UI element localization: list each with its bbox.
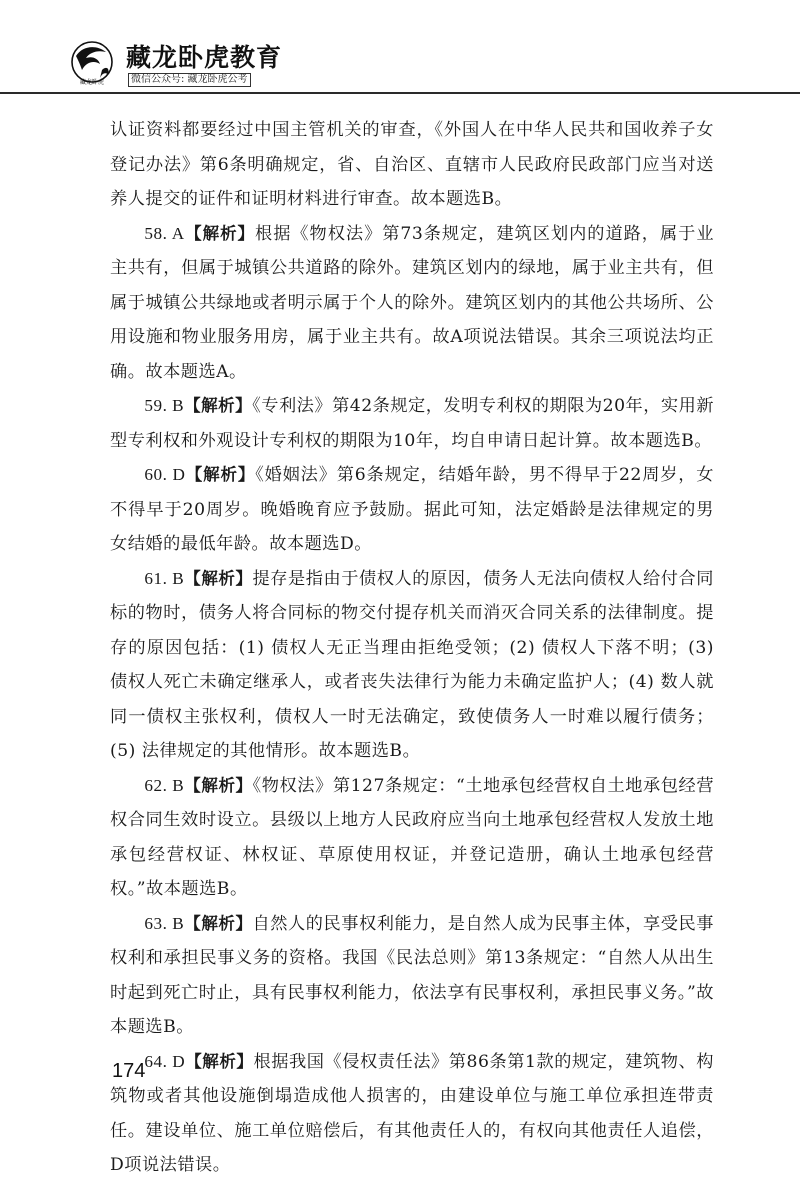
answer-item-59: [110, 389, 714, 458]
analysis-tag: 【解析】: [185, 1051, 254, 1071]
answer-number: 61. B: [144, 568, 185, 588]
analysis-tag: 【解析】: [184, 775, 253, 795]
answer-text: 《专利法》第42条规定，发明专利权的期限为20年，实用新型专利权和外观设计专利权的期限为10年，均自申请日起计算。故本题选B。: [110, 396, 715, 451]
answer-item-62: [110, 769, 714, 907]
answer-number: 59. B: [144, 396, 185, 415]
analysis-tag: 【解析】: [184, 396, 253, 415]
analysis-tag: 【解析】: [185, 465, 256, 484]
answer-explanations: [110, 113, 714, 1183]
intro-paragraph: 认证资料都要经过中国主管机关的审查，《外国人在中华人民共和国收养子女登记办法》第6条明确规定，省、自治区、直辖市人民政府民政部门应当对送养人提交的证件和证明材料进行审查。故本题选B。: [110, 120, 714, 209]
logo-caption: 藏龙卧虎: [79, 79, 105, 86]
answer-item-58: [110, 217, 714, 390]
answer-text: 根据我国《侵权责任法》第86条第1款的规定，建筑物、构筑物或者其他设施倒塌造成他人损害的，由建设单位与施工单位承担连带责任。建设单位、施工单位赔偿后，有其他责任人的，有权向其他责任人追偿，D项说法错误。: [110, 1051, 714, 1175]
analysis-tag: 【解析】: [184, 568, 253, 588]
answer-number: 63. B: [144, 913, 185, 933]
analysis-tag: 【解析】: [184, 223, 256, 243]
page-header: [0, 0, 800, 92]
answer-number: 64. D: [144, 1051, 186, 1071]
brand-title: 藏龙卧虎教育: [126, 43, 283, 72]
analysis-tag: 【解析】: [184, 913, 253, 933]
answer-item-63: [110, 907, 714, 1045]
answer-number: 60. D: [144, 465, 186, 484]
answer-text: 提存是指由于债权人的原因，债务人无法向债权人给付合同标的物时，债务人将合同标的物交付提存机关而消灭合同关系的法律制度。提存的原因包括：(1) 债权人无正当理由拒绝受领；(2) 债权人下落不明；(3) 债权人死亡未确定继承人，或者丧失法律行为能力未确定监护人；(4) 数人就同一债权主张权利，债权人一时无法确定，致使债务人一时难以履行债务；(5) 法律规定的其他情形。故本题选B。: [110, 568, 714, 761]
page-number: 174: [112, 1060, 146, 1082]
answer-item-64: [110, 1045, 714, 1183]
answer-number: 62. B: [144, 775, 185, 795]
answer-item-60: [110, 458, 714, 562]
answer-text: 《物权法》第127条规定：“土地承包经营权自土地承包经营权合同生效时设立。县级以上地方人民政府应当向土地承包经营权人发放土地承包经营权证、林权证、草原使用权证，并登记造册，确认土地承包经营权。”故本题选B。: [110, 775, 715, 899]
answer-text: 根据《物权法》第73条规定，建筑区划内的道路，属于业主共有，但属于城镇公共道路的除外。建筑区划内的绿地，属于业主共有，但属于城镇公共绿地或者明示属于个人的除外。建筑区划内的其他公共场所、公用设施和物业服务用房，属于业主共有。故A项说法错误。其余三项说法均正确。故本题选A。: [110, 223, 715, 382]
answer-item-61: [110, 562, 714, 769]
header-divider: [0, 92, 800, 94]
answer-number: 58. A: [144, 223, 185, 243]
dragon-tiger-logo-icon: [62, 40, 122, 86]
brand-slogan: 微信公众号: 藏龙卧虎公考: [128, 73, 251, 87]
answer-text: 《婚姻法》第6条规定，结婚年龄，男不得早于22周岁，女不得早于20周岁。晚婚晚育应予鼓励。据此可知，法定婚龄是法律规定的男女结婚的最低年龄。故本题选D。: [110, 465, 714, 554]
answer-text: 自然人的民事权利能力，是自然人成为民事主体，享受民事权利和承担民事义务的资格。我国《民法总则》第13条规定：“自然人从出生时起到死亡时止，具有民事权利能力，依法享有民事权利，承担民事义务。”故本题选B。: [110, 913, 714, 1037]
